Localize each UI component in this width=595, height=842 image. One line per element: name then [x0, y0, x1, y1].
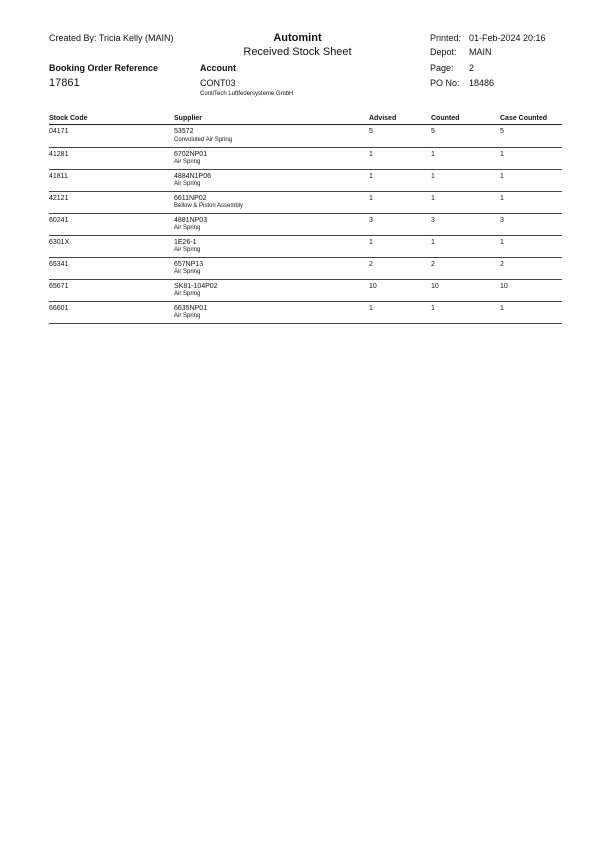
created-by-value: Tricia Kelly (MAIN) — [98, 33, 174, 43]
created-by — [49, 33, 174, 43]
counted-qty: 2 — [431, 261, 435, 268]
col-header-stock-code: Stock Code — [49, 115, 88, 122]
printed-value: 01-Feb-2024 20:16 — [469, 33, 546, 43]
advised-qty: 1 — [369, 173, 373, 180]
account-name: ContiTech Luftfedersysteme GmbH — [200, 91, 294, 97]
case-counted-qty: 3 — [500, 217, 504, 224]
counted-qty: 5 — [431, 128, 435, 135]
supplier-code: 4884N1P06 — [174, 173, 211, 180]
case-counted-qty: 1 — [500, 195, 504, 202]
case-counted-qty: 5 — [500, 128, 504, 135]
stock-code: 42121 — [49, 195, 69, 202]
advised-qty: 2 — [369, 261, 373, 268]
row-divider — [49, 213, 562, 214]
supplier-code: 6611NP02 — [174, 195, 207, 202]
booking-ref-value: 17861 — [49, 77, 80, 89]
created-by-label: Created By: — [49, 33, 97, 43]
advised-qty: 1 — [369, 239, 373, 246]
counted-qty: 10 — [431, 283, 439, 290]
depot-value: MAIN — [469, 47, 492, 57]
stock-code: 60241 — [49, 217, 69, 224]
row-divider — [49, 257, 562, 258]
item-description: Air Spring — [174, 225, 201, 231]
item-description: Air Spring — [174, 247, 201, 253]
counted-qty: 1 — [431, 195, 435, 202]
stock-code: 41281 — [49, 151, 69, 158]
item-description: Air Spring — [174, 291, 201, 297]
supplier-code: 4881NP03 — [174, 217, 208, 224]
advised-qty: 1 — [369, 305, 373, 312]
counted-qty: 3 — [431, 217, 435, 224]
report-title: Received Stock Sheet — [243, 46, 352, 58]
advised-qty: 1 — [369, 151, 373, 158]
col-header-supplier: Supplier — [174, 115, 203, 122]
advised-qty: 1 — [369, 195, 373, 202]
stock-code: 04171 — [49, 128, 69, 135]
item-description: Air Spring — [174, 159, 201, 165]
item-description: Air Spring — [174, 181, 201, 187]
case-counted-qty: 1 — [500, 305, 504, 312]
page-label: Page: — [430, 63, 454, 73]
stock-code: 6301X — [49, 239, 70, 246]
account-code: CONT03 — [200, 78, 236, 88]
company-name: Automint — [273, 32, 322, 44]
row-divider — [49, 147, 562, 148]
stock-code: 66601 — [49, 305, 69, 312]
case-counted-qty: 1 — [500, 239, 504, 246]
row-divider — [49, 301, 562, 302]
row-divider — [49, 279, 562, 280]
stock-code: 65671 — [49, 283, 69, 290]
booking-ref-label: Booking Order Reference — [49, 63, 159, 73]
item-description: Convoluted Air Spring — [174, 137, 233, 143]
table-header-rule — [49, 124, 562, 125]
row-divider — [49, 323, 562, 324]
counted-qty: 1 — [431, 173, 435, 180]
counted-qty: 1 — [431, 239, 435, 246]
supplier-code: 1E26-1 — [174, 239, 197, 246]
col-header-advised: Advised — [369, 115, 397, 122]
counted-qty: 1 — [431, 305, 435, 312]
col-header-case-counted: Case Counted — [500, 115, 548, 122]
po-label: PO No: — [430, 78, 460, 88]
po-number: 18486 — [469, 78, 495, 88]
case-counted-qty: 1 — [500, 173, 504, 180]
advised-qty: 10 — [369, 283, 377, 290]
advised-qty: 3 — [369, 217, 373, 224]
page-number: 2 — [469, 63, 475, 73]
counted-qty: 1 — [431, 151, 435, 158]
item-description: Bellow & Piston Assembly — [174, 203, 244, 209]
stock-code: 65341 — [49, 261, 69, 268]
printed-label: Printed: — [430, 33, 462, 43]
stock-code: 41811 — [49, 173, 68, 180]
advised-qty: 5 — [369, 128, 373, 135]
supplier-code: 657NP13 — [174, 261, 204, 268]
item-description: Air Spring — [174, 269, 201, 275]
case-counted-qty: 2 — [500, 261, 504, 268]
supplier-code: SK81-104P02 — [174, 283, 218, 290]
row-divider — [49, 169, 562, 170]
row-divider — [49, 235, 562, 236]
item-description: Air Spring — [174, 313, 201, 319]
case-counted-qty: 1 — [500, 151, 504, 158]
account-label: Account — [200, 63, 236, 73]
depot-label: Depot: — [430, 47, 457, 57]
col-header-counted: Counted — [431, 115, 460, 122]
supplier-code: 53572 — [174, 128, 194, 135]
row-divider — [49, 191, 562, 192]
supplier-code: 6702NP01 — [174, 151, 208, 158]
case-counted-qty: 10 — [500, 283, 508, 290]
supplier-code: 6635NP01 — [174, 305, 208, 312]
